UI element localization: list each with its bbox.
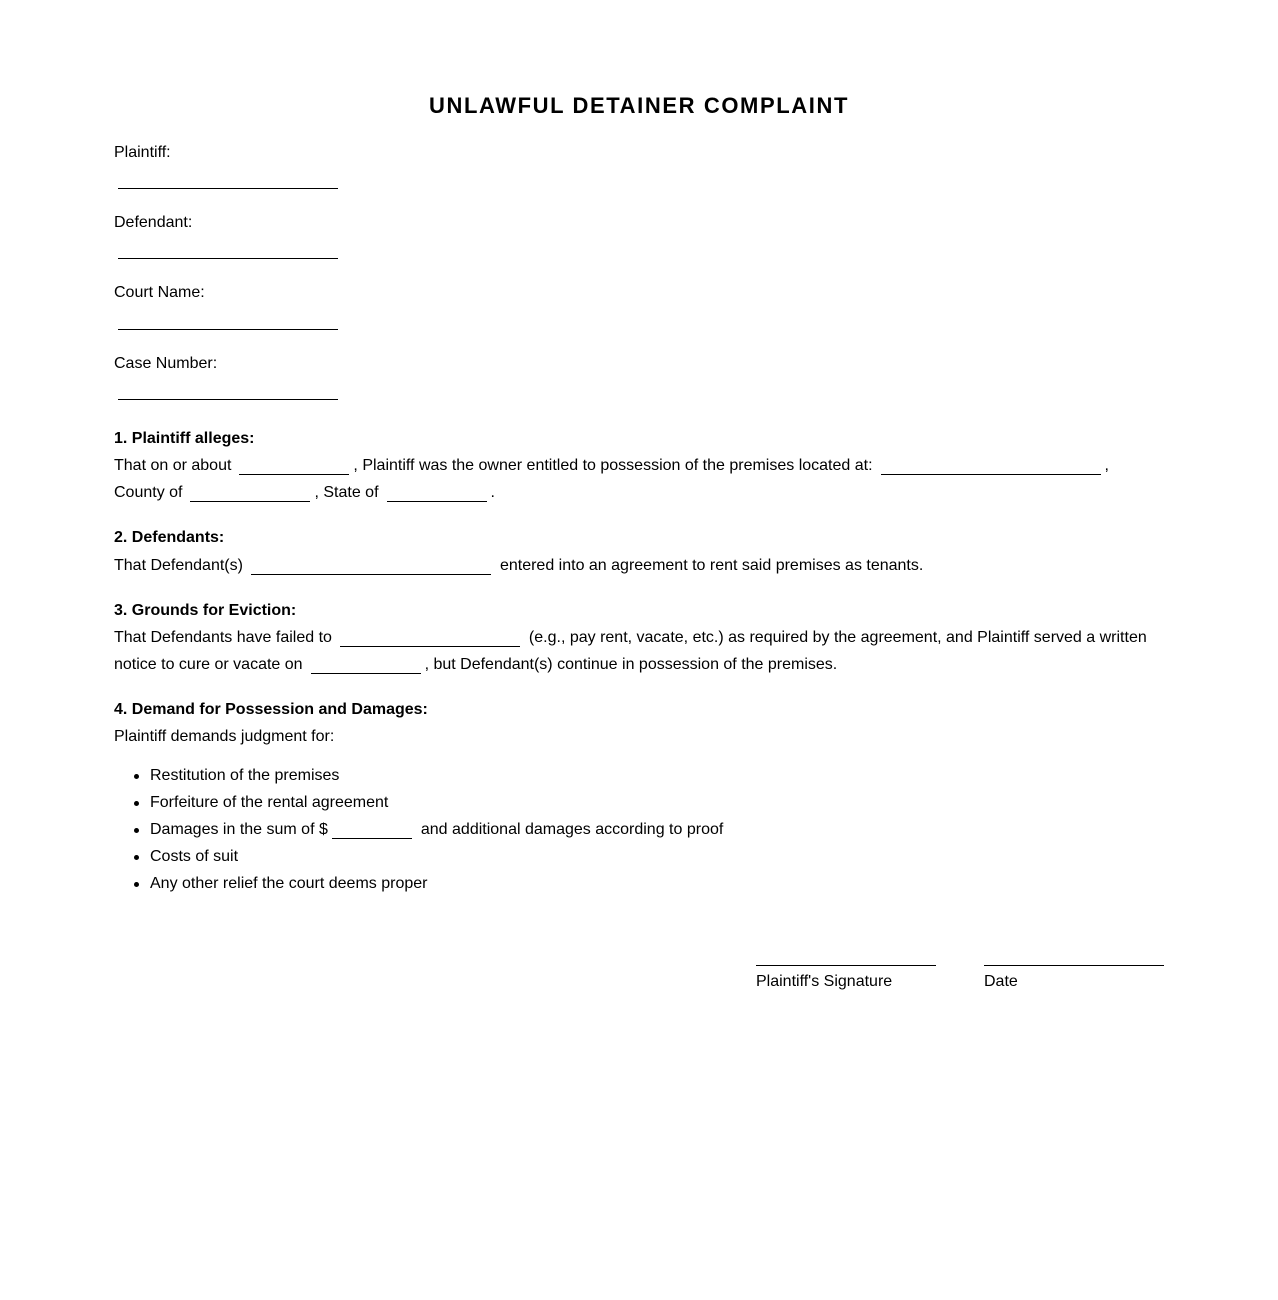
s1-text-c: , [1104,457,1109,474]
s1-text-a: That on or about [114,457,232,474]
s3-text-b: (e.g., pay rent, vacate, etc.) as required by the agreement, and Plaintiff served a written [528,629,1147,646]
notice-date-blank[interactable] [311,656,421,674]
section-3-line-2 [114,656,837,674]
case-number-label: Case Number: [114,355,218,372]
section-2-line-1 [114,557,923,575]
s1-state-text: , State of [314,484,379,501]
defendant-label: Defendant: [114,214,193,231]
plaintiff-field[interactable] [118,188,338,189]
section-4-intro: Plaintiff demands judgment for: [114,728,335,745]
bullet-icon [134,882,139,887]
county-blank[interactable] [190,484,310,502]
case-number-field[interactable] [118,399,338,400]
defendant-field[interactable] [118,258,338,259]
section-2-heading: 2. Defendants: [114,529,225,546]
bullet-icon [134,801,139,806]
bullet-icon [134,828,139,833]
document-title: UNLAWFUL DETAINER COMPLAINT [428,93,850,118]
list-item [114,875,723,902]
premises-address-blank[interactable] [881,457,1101,475]
court-name-field[interactable] [118,329,338,330]
damages-suffix-text: and additional damages according to proof [420,821,724,838]
s1-county-text: County of [114,484,183,501]
plaintiff-signature-label: Plaintiff's Signature [756,973,893,990]
demand-list [114,767,723,902]
plaintiff-signature-field[interactable] [756,965,936,966]
plaintiff-signature-block [756,965,936,991]
section-3-line-1 [114,629,1147,647]
defendants-names-blank[interactable] [251,557,491,575]
list-item [114,821,723,848]
s1-period: . [490,484,495,501]
signature-date-field[interactable] [984,965,1164,966]
bullet-icon [134,855,139,860]
list-item-text: Forfeiture of the rental agreement [150,794,389,811]
list-item [114,848,723,875]
date-blank[interactable] [239,457,349,475]
court-name-label: Court Name: [114,284,205,301]
plaintiff-label: Plaintiff: [114,144,171,161]
signature-date-label: Date [984,973,1018,990]
damages-amount-blank[interactable] [332,821,412,839]
state-blank[interactable] [387,484,487,502]
section-1-heading: 1. Plaintiff alleges: [114,430,255,447]
list-item-text: Damages in the sum of $ [150,821,328,838]
section-3-heading: 3. Grounds for Eviction: [114,602,297,619]
date-signature-block [984,965,1164,991]
s3-text-c: notice to cure or vacate on [114,656,303,673]
section-1-line-2 [114,484,495,502]
list-item-text: Costs of suit [150,848,239,865]
failure-reason-blank[interactable] [340,629,520,647]
s3-text-d: , but Defendant(s) continue in possession of the premises. [424,656,838,673]
bullet-icon [134,774,139,779]
section-1-line-1 [114,457,1109,475]
list-item-text: Restitution of the premises [150,767,340,784]
section-4-heading: 4. Demand for Possession and Damages: [114,701,428,718]
s3-text-a: That Defendants have failed to [114,629,332,646]
s1-text-b: , Plaintiff was the owner entitled to possession of the premises located at: [353,457,873,474]
list-item-text: Any other relief the court deems proper [150,875,428,892]
list-item [114,767,723,794]
s2-text-a: That Defendant(s) [114,557,243,574]
list-item [114,794,723,821]
s2-text-b: entered into an agreement to rent said premises as tenants. [499,557,924,574]
